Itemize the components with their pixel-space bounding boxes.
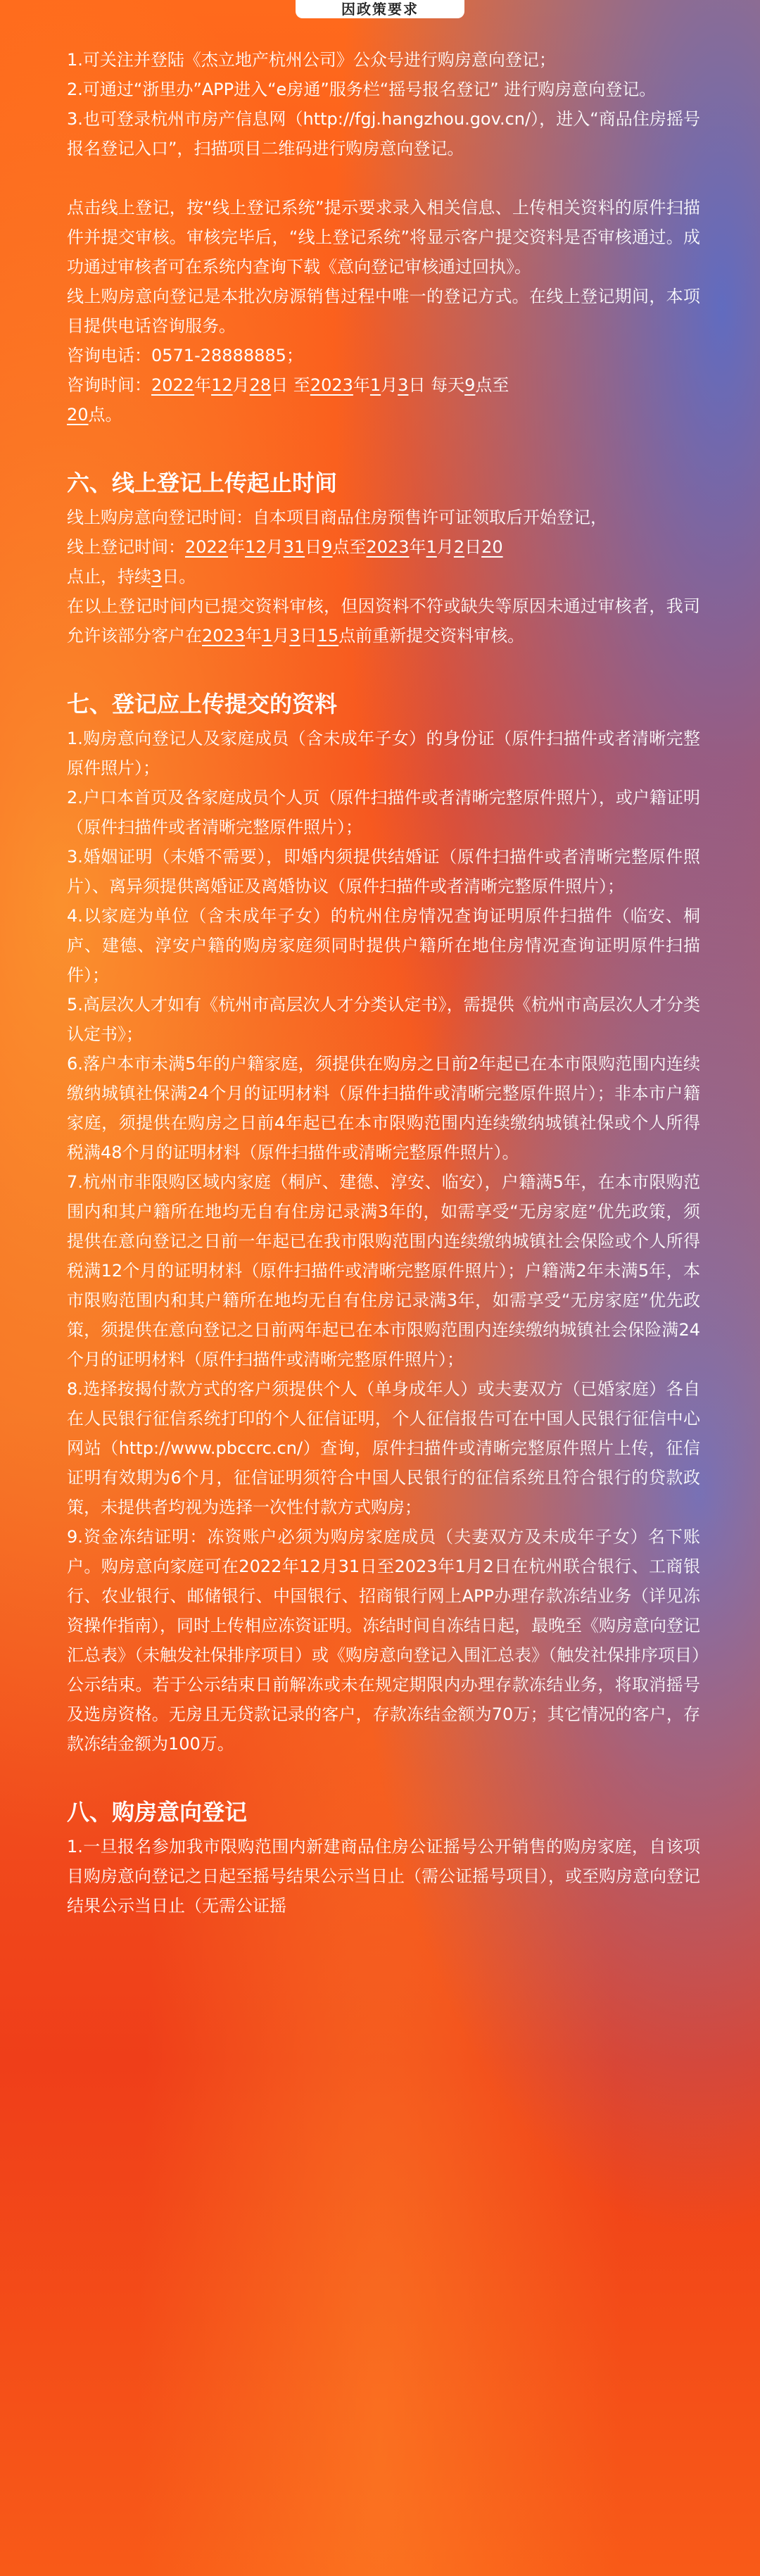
- section7-item-4: 4.以家庭为单位（含未成年子女）的杭州住房情况查询证明原件扫描件（临安、桐庐、建德、淳安户籍的购房家庭须同时提供户籍所在地住房情况查询证明原件扫描件）；: [67, 906, 700, 985]
- resubmit-text-end: 点前重新提交资料审核。: [338, 626, 525, 646]
- section7-item-8: 8.选择按揭付款方式的客户须提供个人（单身成年人）或夫妻双方（已婚家庭）各自在人民银行征信系统打印的个人征信证明，个人征信报告可在中国人民银行征信中心网站（http://www.pbccrc.cn/）查询，原件扫描件或清晰完整原件照片上传，征信证明有效期为6个月，征信证明须符合中国人民银行的征信系统且符合银行的贷款政策，未提供者均视为选择一次性付款方式购房；: [67, 1379, 700, 1517]
- consult-time-end-year: 2023: [310, 375, 353, 395]
- resubmit-text: 在以上登记时间内已提交资料审核，但因资料不符或缺失等原因未通过审核者，我司允许该部分客户在: [67, 596, 700, 646]
- text-days: 日。: [162, 567, 196, 586]
- online-time-label: 线上登记时间：: [67, 537, 185, 557]
- section6-heading: 六、线上登记上传起止时间: [67, 470, 338, 496]
- consult-time: [67, 370, 700, 429]
- text-month: 月: [266, 537, 284, 557]
- section7-item-7: 7.杭州市非限购区域内家庭（桐庐、建德、淳安、临安），户籍满5年，在本市限购范围内和其户籍所在地均无自有住房记录满3年的，如需享受“无房家庭”优先政策，须提供在意向登记之日前一年起已在我市限购范围内连续缴纳城镇社会保险或个人所得税满12个月的证明材料（原件扫描件或清晰完整原件照片）；户籍满2年未满5年，本市限购范围内和其户籍所在地均无自有住房记录满3年，如需享受“无房家庭”优先政策，须提供在意向登记之日前两年起已在本市限购范围内连续缴纳城镇社会保险满24个月的证明材料（原件扫描件或清晰完整原件照片）；: [67, 1172, 700, 1369]
- resubmit-month: 1: [262, 626, 273, 646]
- consult-time-label: 咨询时间：: [67, 375, 151, 395]
- text-month: 月: [381, 375, 398, 395]
- consult-time-start-hour: 9: [464, 375, 476, 395]
- text-month: 月: [436, 537, 454, 557]
- top-tab: [296, 0, 464, 18]
- section7-heading: 七、登记应上传提交的资料: [67, 691, 338, 717]
- online-end-month: 1: [426, 537, 437, 557]
- consult-time-start-day: 28: [249, 375, 272, 395]
- text-hour-to: 点至: [475, 375, 509, 395]
- spacer: [67, 1788, 700, 1795]
- text-month: 月: [232, 375, 250, 395]
- online-end-year: 2023: [366, 537, 410, 557]
- consult-time-start-year: 2022: [151, 375, 195, 395]
- text-year: 年: [228, 537, 246, 557]
- text-year: 年: [245, 626, 262, 646]
- text-day: 日: [464, 537, 482, 557]
- spacer: [67, 163, 700, 193]
- text-hour-end-duration: 点止，持续: [67, 567, 151, 586]
- section6-line-3: [67, 591, 700, 651]
- section8-item-1: 1.一旦报名参加我市限购范围内新建商品住房公证摇号公开销售的购房家庭，自该项目购房意向登记之日起至摇号结果公示当日止（需公证摇号项目），或至购房意向登记结果公示当日止（无需公证摇: [67, 1837, 700, 1916]
- spacer: [67, 459, 700, 466]
- resubmit-day: 3: [289, 626, 300, 646]
- consult-time-start-month: 12: [211, 375, 233, 395]
- online-end-hour: 20: [481, 537, 503, 557]
- text-hour-to: 点至: [332, 537, 367, 557]
- text-day-daily: 日 每天: [408, 375, 465, 395]
- spacer: [67, 680, 700, 687]
- online-start-month: 12: [245, 537, 267, 557]
- resubmit-year: 2023: [202, 626, 246, 646]
- spacer: [67, 1759, 700, 1788]
- section7-item-2: 2.户口本首页及各家庭成员个人页（原件扫描件或者清晰完整原件照片），或户籍证明（原件扫描件或者清晰完整原件照片）；: [67, 788, 700, 837]
- online-duration-days: 3: [151, 567, 163, 586]
- section7-item-9: 9.资金冻结证明：冻资账户必须为购房家庭成员（夫妻双方及未成年子女）名下账户。购房意向家庭可在2022年12月31日至2023年1月2日在杭州联合银行、工商银行、农业银行、邮储银行、中国银行、招商银行网上APP办理存款冻结业务（详见冻资操作指南），同时上传相应冻资证明。冻结时间自冻结日起，最晚至《购房意向登记汇总表》（未触发社保排序项目）或《购房意向登记入围汇总表》（触发社保排序项目）公示结束。若于公示结束日前解冻或未在规定期限内办理存款冻结业务，将取消摇号及选房资格。无房且无贷款记录的客户，存款冻结金额为70万；其它情况的客户，存款冻结金额为100万。: [67, 1527, 700, 1754]
- text-day-to: 日 至: [271, 375, 310, 395]
- text-year: 年: [409, 537, 426, 557]
- consult-time-end-month: 1: [369, 375, 381, 395]
- text-hour-end: 点。: [88, 405, 122, 425]
- section5-only-way-text: 线上购房意向登记是本批次房源销售过程中唯一的登记方式。在线上登记期间，本项目提供电话咨询服务。: [67, 287, 700, 336]
- section8-heading: 八、购房意向登记: [67, 1799, 248, 1826]
- section5-review-text: 点击线上登记，按“线上登记系统”提示要求录入相关信息、上传相关资料的原件扫描件并提交审核。审核完毕后，“线上登记系统”将显示客户提交资料是否审核通过。成功通过审核者可在系统内查询下载《意向登记审核通过回执》。: [67, 198, 700, 277]
- section6-line-2: [67, 532, 700, 591]
- online-start-day: 31: [283, 537, 305, 557]
- article-body: [67, 45, 700, 1921]
- consult-phone: 咨询电话：0571-28888885；: [67, 346, 303, 365]
- online-end-day: 2: [453, 537, 465, 557]
- section7-item-1: 1.购房意向登记人及家庭成员（含未成年子女）的身份证（原件扫描件或者清晰完整原件照片）；: [67, 729, 700, 778]
- online-start-hour: 9: [322, 537, 333, 557]
- text-year: 年: [353, 375, 370, 395]
- resubmit-hour: 15: [317, 626, 339, 646]
- section7-item-3: 3.婚姻证明（未婚不需要），即婚内须提供结婚证（原件扫描件或者清晰完整原件照片）、离异须提供离婚证及离婚协议（原件扫描件或者清晰完整原件照片）；: [67, 847, 700, 896]
- spacer: [67, 429, 700, 459]
- top-tab-label: 因政策要求: [341, 0, 419, 18]
- text-day: 日: [300, 626, 317, 646]
- section5-item-3: 3.也可登录杭州市房产信息网（http://fgj.hangzhou.gov.cn/），进入“商品住房摇号报名登记入口”，扫描项目二维码进行购房意向登记。: [67, 109, 700, 158]
- consult-time-end-hour: 20: [67, 405, 89, 425]
- section6-line-1: 线上购房意向登记时间：自本项目商品住房预售许可证领取后开始登记，: [67, 508, 607, 527]
- section7-item-6: 6.落户本市未满5年的户籍家庭，须提供在购房之日前2年起已在本市限购范围内连续缴纳城镇社保满24个月的证明材料（原件扫描件或清晰完整原件照片）；非本市户籍家庭，须提供在购房之日前4年起已在本市限购范围内连续缴纳城镇社保或个人所得税满48个月的证明材料（原件扫描件或清晰完整原件照片）。: [67, 1054, 700, 1162]
- text-month: 月: [272, 626, 290, 646]
- section7-item-5: 5.高层次人才如有《杭州市高层次人才分类认定书》，需提供《杭州市高层次人才分类认定书》；: [67, 995, 700, 1044]
- text-day: 日: [305, 537, 322, 557]
- text-year: 年: [194, 375, 212, 395]
- online-start-year: 2022: [185, 537, 229, 557]
- section5-item-1: 1.可关注并登陆《杰立地产杭州公司》公众号进行购房意向登记；: [67, 50, 556, 70]
- spacer: [67, 651, 700, 680]
- consult-time-end-day: 3: [398, 375, 409, 395]
- section5-item-2: 2.可通过“浙里办”APP进入“e房通”服务栏“摇号报名登记” 进行购房意向登记。: [67, 80, 657, 99]
